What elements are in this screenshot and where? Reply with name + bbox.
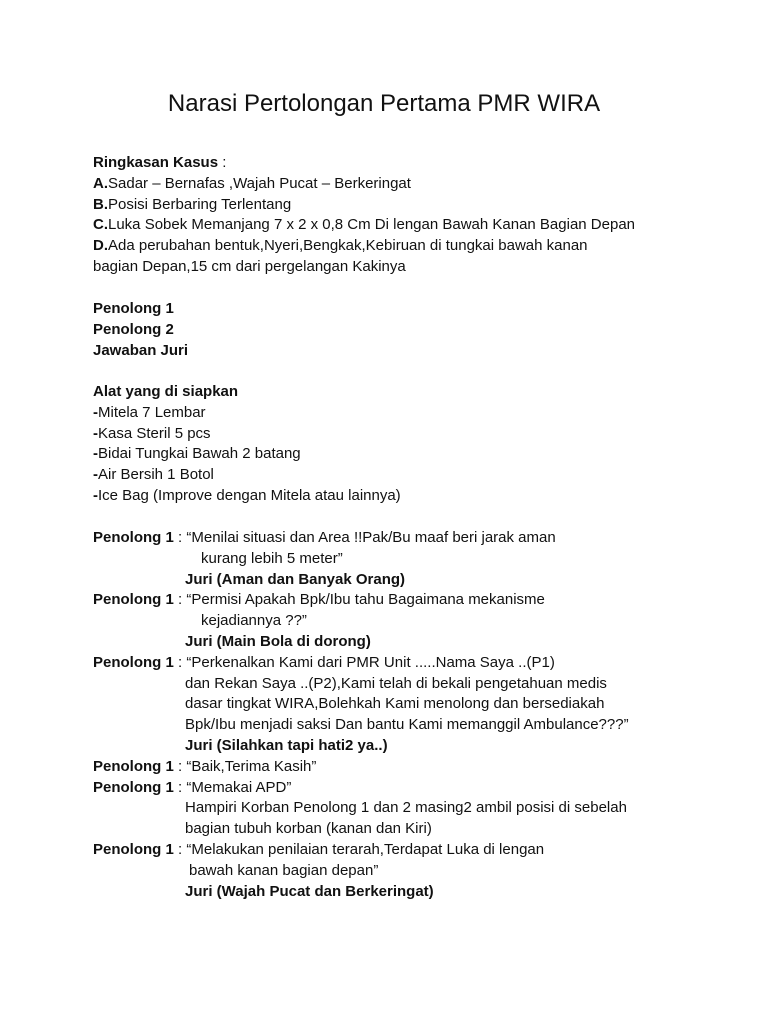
dialog-section xyxy=(93,528,693,902)
juri-response: Juri (Aman dan Banyak Orang) xyxy=(185,570,406,588)
alat-item: -Kasa Steril 5 pcs xyxy=(93,424,211,442)
juri-response: Juri (Silahkan tapi hati2 ya..) xyxy=(185,736,388,754)
alat-item-text: Kasa Steril 5 pcs xyxy=(98,424,211,442)
case-text: Posisi Berbaring Terlentang xyxy=(108,195,292,213)
dialog-line: Penolong 1 : “Melakukan penilaian terarah,Terdapat Luka di lengan xyxy=(93,840,545,858)
alat-item: -Bidai Tungkai Bawah 2 batang xyxy=(93,445,301,463)
alat-item-text: Mitela 7 Lembar xyxy=(98,403,206,421)
dialog-line: Penolong 1 : “Memakai APD” xyxy=(93,778,292,796)
dialog-continuation: bawah kanan bagian depan” xyxy=(189,861,379,879)
juri-response: Juri (Wajah Pucat dan Berkeringat) xyxy=(185,882,434,900)
case-letter: B. xyxy=(93,195,108,213)
roles-section xyxy=(93,299,693,361)
dialog-continuation: dan Rekan Saya ..(P2),Kami telah di bekali pengetahuan medis xyxy=(185,674,607,692)
speaker-label: Penolong 1 xyxy=(93,840,174,858)
dialog-continuation: kurang lebih 5 meter” xyxy=(201,549,343,567)
speaker-label: Penolong 1 xyxy=(93,653,174,671)
alat-item-text: Ice Bag (Improve dengan Mitela atau lainnya) xyxy=(98,486,401,504)
dialog-text: “Perkenalkan Kami dari PMR Unit .....Nama Saya ..(P1) xyxy=(186,653,555,671)
alat-item-text: Air Bersih 1 Botol xyxy=(98,466,214,484)
dialog-continuation: dasar tingkat WIRA,Bolehkah Kami menolong dan bersediakah xyxy=(185,695,605,713)
case-text: Sadar – Bernafas ,Wajah Pucat – Berkeringat xyxy=(108,174,411,192)
alat-item: -Mitela 7 Lembar xyxy=(93,403,206,421)
dialog-line: Penolong 1 : “Baik,Terima Kasih” xyxy=(93,757,317,775)
dialog-text: “Permisi Apakah Bpk/Ibu tahu Bagaimana mekanisme xyxy=(186,591,545,609)
case-item-a xyxy=(93,174,693,195)
juri-response: Juri (Main Bola di dorong) xyxy=(185,632,371,650)
case-item-c xyxy=(93,215,693,236)
speaker-label: Penolong 1 xyxy=(93,778,174,796)
role-penolong-1: Penolong 1 xyxy=(93,300,174,317)
dialog-continuation: bagian tubuh korban (kanan dan Kiri) xyxy=(185,820,432,838)
dialog-text: “Melakukan penilaian terarah,Terdapat Luka di lengan xyxy=(186,840,545,858)
alat-section xyxy=(93,382,693,507)
alat-item: -Ice Bag (Improve dengan Mitela atau lainnya) xyxy=(93,486,401,504)
alat-heading: Alat yang di siapkan xyxy=(93,383,239,400)
dialog-line: Penolong 1 : “Menilai situasi dan Area !!Pak/Bu maaf beri jarak aman xyxy=(93,529,556,546)
role-penolong-2: Penolong 2 xyxy=(93,320,174,338)
alat-item: -Air Bersih 1 Botol xyxy=(93,466,214,484)
case-letter: A. xyxy=(93,174,108,192)
dialog-line: Penolong 1 : “Perkenalkan Kami dari PMR Unit .....Nama Saya ..(P1) xyxy=(93,653,555,671)
case-letter: D. xyxy=(93,237,108,255)
dialog-continuation: kejadiannya ??” xyxy=(201,612,307,630)
dialog-continuation: Bpk/Ibu menjadi saksi Dan bantu Kami memanggil Ambulance???” xyxy=(185,716,629,734)
ringkasan-section xyxy=(93,153,693,278)
case-item-d xyxy=(93,236,693,257)
dialog-text: “Baik,Terima Kasih” xyxy=(186,757,317,775)
case-letter: C. xyxy=(93,216,108,234)
document-title: Narasi Pertolongan Pertama PMR WIRA xyxy=(167,90,601,117)
speaker-label: Penolong 1 xyxy=(93,591,174,609)
dialog-text: “Memakai APD” xyxy=(186,778,292,796)
dialog-line: Penolong 1 : “Permisi Apakah Bpk/Ibu tahu Bagaimana mekanisme xyxy=(93,591,545,609)
ringkasan-colon: : xyxy=(218,154,227,171)
dialog-continuation: Hampiri Korban Penolong 1 dan 2 masing2 ambil posisi di sebelah xyxy=(185,799,627,817)
speaker-label: Penolong 1 xyxy=(93,529,174,546)
case-text: Ada perubahan bentuk,Nyeri,Bengkak,Kebiruan di tungkai bawah kanan xyxy=(108,237,588,255)
ringkasan-heading: Ringkasan Kasus xyxy=(93,154,219,171)
speaker-label: Penolong 1 xyxy=(93,757,174,775)
ringkasan-heading-line xyxy=(93,153,693,174)
case-item-d-continuation: bagian Depan,15 cm dari pergelangan Kakinya xyxy=(93,257,406,275)
role-jawaban-juri: Jawaban Juri xyxy=(93,341,189,359)
case-text: Luka Sobek Memanjang 7 x 2 x 0,8 Cm Di lengan Bawah Kanan Bagian Depan xyxy=(108,216,635,234)
alat-item-text: Bidai Tungkai Bawah 2 batang xyxy=(98,445,301,463)
case-item-b xyxy=(93,195,693,216)
dialog-text: “Menilai situasi dan Area !!Pak/Bu maaf beri jarak aman xyxy=(186,529,556,546)
